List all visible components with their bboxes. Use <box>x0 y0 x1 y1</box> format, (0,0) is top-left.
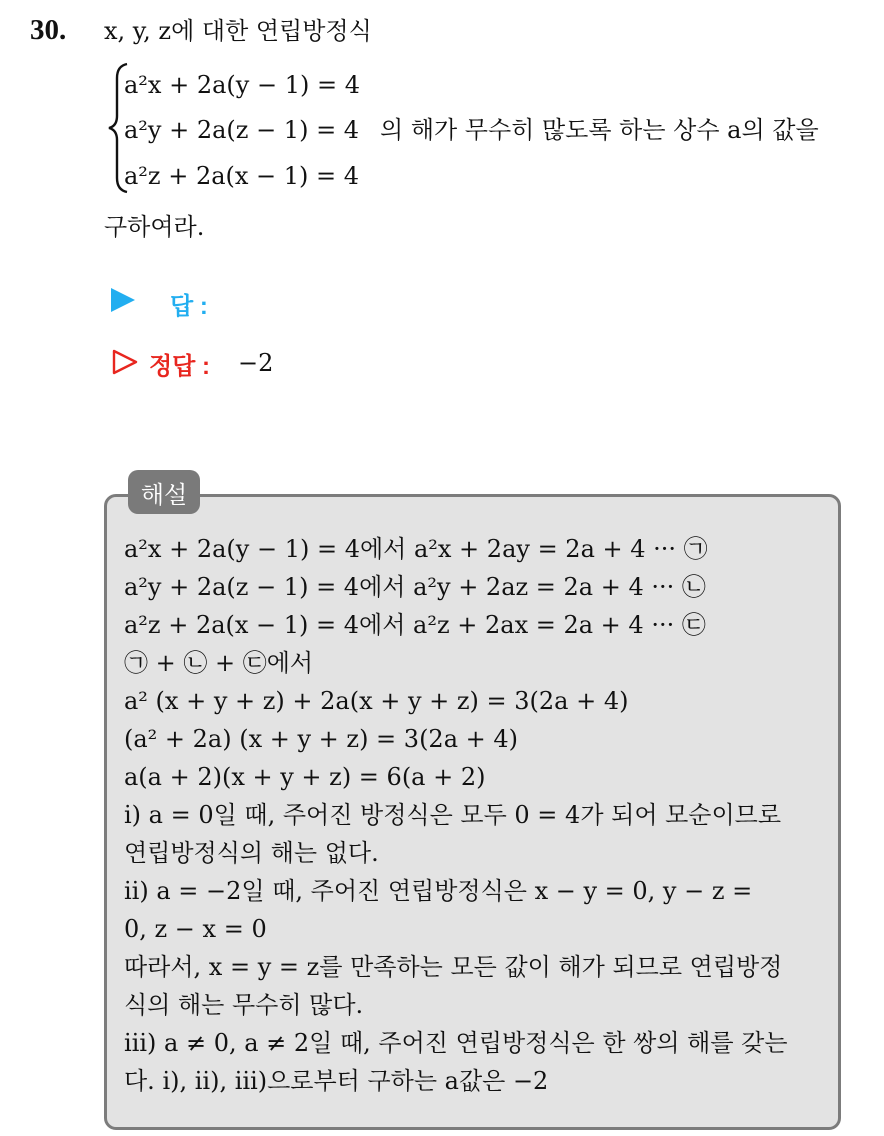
solution-line: ⅲ) a ≠ 0, a ≠ 2일 때, 주어진 연립방정식은 한 쌍의 해를 갖는 <box>124 1029 788 1057</box>
answer-label: 답 : <box>170 293 208 320</box>
solution-line: 0, z − x = 0 <box>124 915 267 943</box>
solution-line: a²y + 2a(z − 1) = 4에서 a²y + 2az = 2a + 4 ··· ㉡ <box>124 573 706 601</box>
problem-number: 30. <box>30 14 67 46</box>
solution-line: a² (x + y + z) + 2a(x + y + z) = 3(2a + 4) <box>124 687 629 715</box>
solution-tab: 해설 <box>128 470 200 514</box>
correct-answer-label: 정답 : <box>149 353 211 380</box>
solution-line: ⅰ) a = 0일 때, 주어진 방정식은 모두 0 = 4가 되어 모순이므로 <box>124 801 782 829</box>
equation-2: a²y + 2a(z − 1) = 4 <box>124 116 360 144</box>
answer-play-icon <box>111 288 135 312</box>
solution-line: a²z + 2a(x − 1) = 4에서 a²z + 2ax = 2a + 4 ··· ㉢ <box>124 611 706 639</box>
solution-line: (a² + 2a) (x + y + z) = 3(2a + 4) <box>124 725 519 753</box>
equation-3: a²z + 2a(x − 1) = 4 <box>124 162 360 190</box>
problem-ending: 구하여라. <box>104 213 205 241</box>
problem-intro: x, y, z에 대한 연립방정식 <box>104 17 372 45</box>
solution-line: 식의 해는 무수히 많다. <box>124 991 364 1019</box>
correct-triangle-icon <box>112 349 138 375</box>
problem-condition: 의 해가 무수히 많도록 하는 상수 a의 값을 <box>380 116 819 144</box>
equation-1: a²x + 2a(y − 1) = 4 <box>124 71 360 99</box>
solution-line: 다. ⅰ), ⅱ), ⅲ)으로부터 구하는 a값은 −2 <box>124 1067 549 1095</box>
solution-line: ⅱ) a = −2일 때, 주어진 연립방정식은 x − y = 0, y − z = <box>124 877 753 905</box>
solution-line: 따라서, x = y = z를 만족하는 모든 값이 해가 되므로 연립방정 <box>124 953 783 981</box>
solution-line: ㉠ + ㉡ + ㉢에서 <box>124 649 314 677</box>
solution-line: a²x + 2a(y − 1) = 4에서 a²x + 2ay = 2a + 4 ··· ㉠ <box>124 535 708 563</box>
solution-line: 연립방정식의 해는 없다. <box>124 839 379 867</box>
solution-line: a(a + 2)(x + y + z) = 6(a + 2) <box>124 763 486 791</box>
correct-answer-value: −2 <box>238 349 274 377</box>
